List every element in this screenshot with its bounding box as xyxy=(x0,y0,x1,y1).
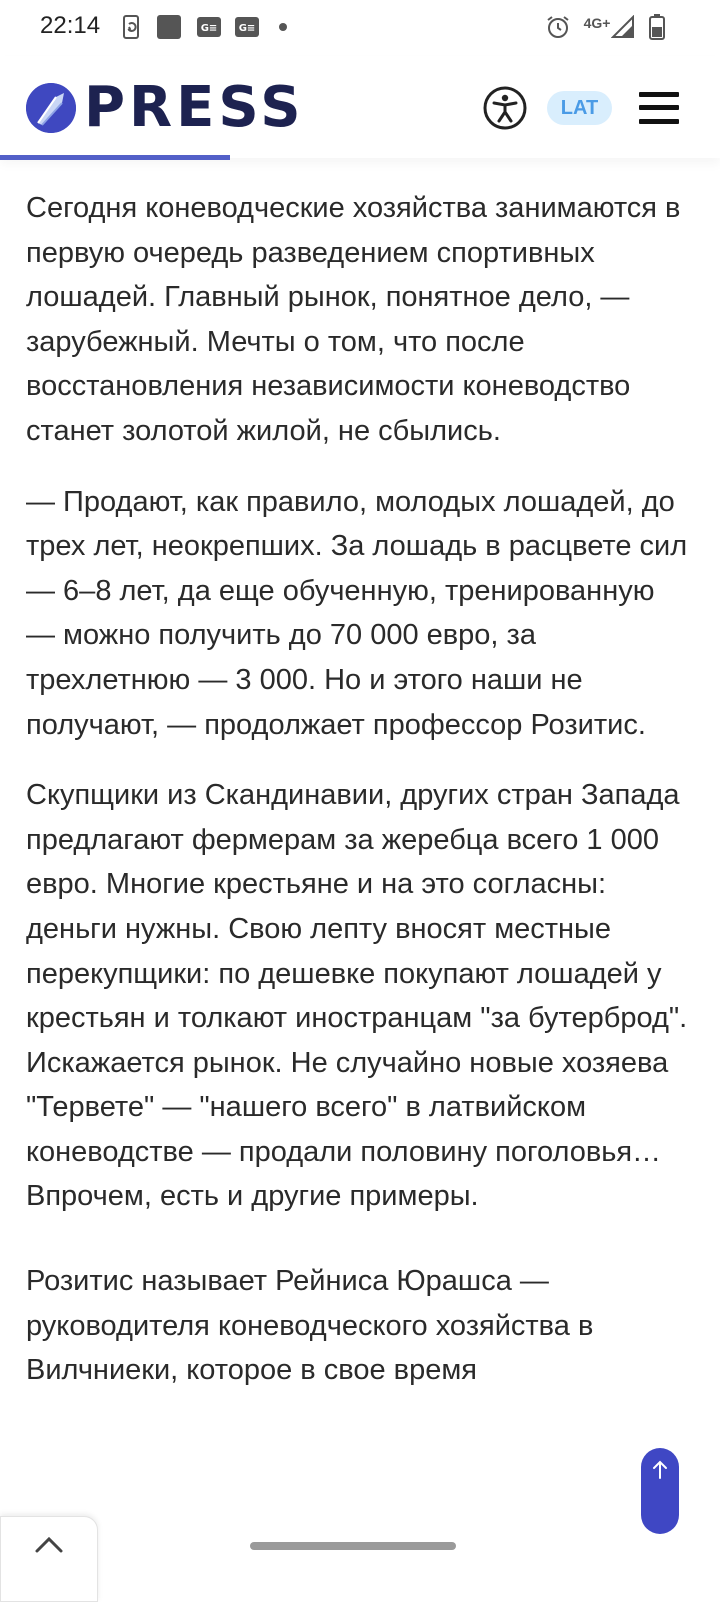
network-type-label: 4G+ xyxy=(583,15,611,31)
logo-text: PRESS xyxy=(84,75,305,140)
battery-icon xyxy=(648,14,666,40)
status-bar xyxy=(0,0,720,56)
hamburger-menu-button[interactable] xyxy=(639,90,679,126)
alarm-icon xyxy=(544,14,572,40)
article-paragraph: Сегодня коневодческие хозяйства занимаются в первую очередь разведением спортивных лошадей. Главный рынок, понятное дело, — зарубежный. Мечты о том, что после восстановления независимости коневодство станет золотой жилой, не сбылись. xyxy=(26,192,681,447)
collapse-panel-button[interactable] xyxy=(0,1516,98,1602)
menu-bar-bottom xyxy=(639,119,679,124)
status-time: 22:14 xyxy=(40,12,101,39)
signal-icon xyxy=(610,14,636,40)
more-notifications-dot-icon xyxy=(276,14,290,40)
gesture-home-indicator[interactable] xyxy=(250,1542,456,1550)
reading-progress-fill xyxy=(0,155,230,160)
article-paragraph: Розитис называет Рейниса Юрашса — руководителя коневодческого хозяйства в Вилчниеки, которое в свое время xyxy=(26,1265,594,1387)
scroll-to-top-button[interactable] xyxy=(641,1448,679,1534)
sync-icon xyxy=(120,14,144,40)
chevron-up-icon xyxy=(29,1533,69,1557)
site-header xyxy=(0,56,720,158)
article-paragraph: Скупщики из Скандинавии, других стран Запада предлагают фермерам за жеребца всего 1 000 евро. Многие крестьяне и на это согласны: деньги нужны. Свою лепту вносят местные перекупщики: по дешевке покупают лошадей у крестьян и толкают иностранцам "за бутерброд". Искажается рынок. Не случайно новые хозяева "Тервете" — "нашего всего" в латвийском коневодстве — продали половину поголовья… Впрочем, есть и другие примеры. xyxy=(26,779,688,1213)
accessibility-button[interactable] xyxy=(483,86,527,130)
accessibility-icon xyxy=(483,86,527,130)
svg-text:G≡: G≡ xyxy=(200,23,218,34)
logo-pen-icon xyxy=(26,83,76,133)
app-notification-icon xyxy=(156,14,182,40)
translate-notification-icon xyxy=(196,14,222,40)
menu-bar-middle xyxy=(639,105,679,110)
reading-progress-bar xyxy=(0,155,720,160)
site-logo[interactable] xyxy=(26,75,305,140)
article-paragraph: — Продают, как правило, молодых лошадей, до трех лет, неокрепших. За лошадь в расцвете сил — 6–8 лет, да еще обученную, тренированную — можно получить до 70 000 евро, за трехлетнюю — 3 000. Но и этого наши не получают, — продолжает профессор Розитис. xyxy=(26,485,688,741)
arrow-up-icon xyxy=(650,1458,670,1482)
article-body xyxy=(26,186,690,1419)
network-type-icon xyxy=(580,10,614,36)
language-switch-button[interactable]: LAT xyxy=(547,91,612,125)
menu-bar-top xyxy=(639,92,679,97)
svg-text:G≡: G≡ xyxy=(238,23,256,34)
translate-notification-icon xyxy=(234,14,260,40)
